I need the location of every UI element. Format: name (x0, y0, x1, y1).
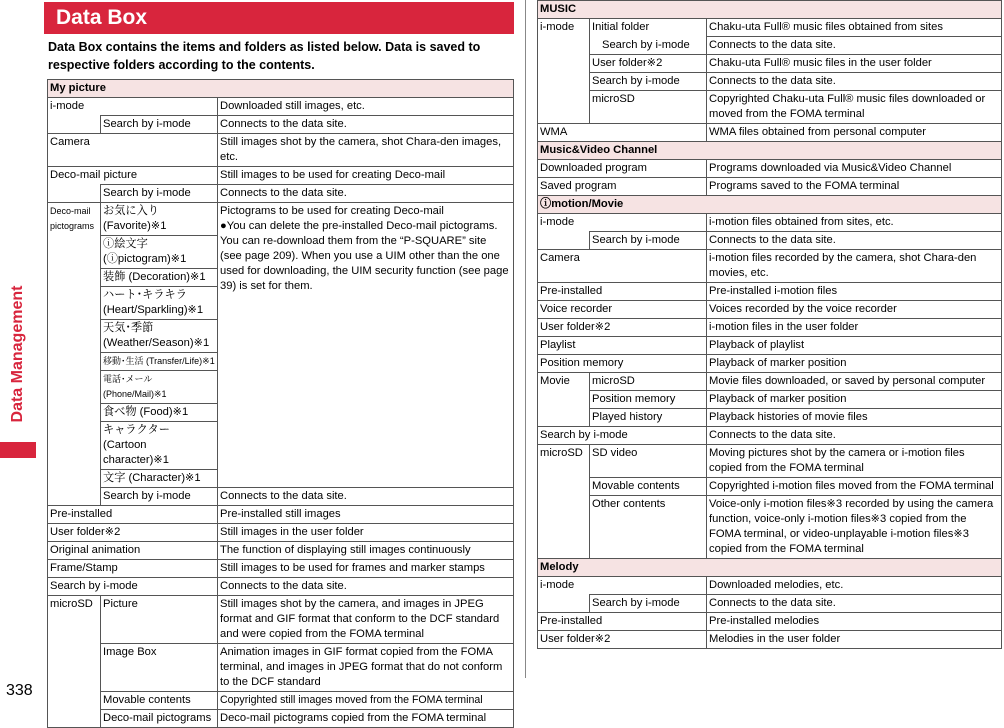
section-header (44, 2, 514, 34)
table-cell: Still images in the user folder (218, 524, 514, 542)
table-cell: Chaku-uta Full® music files in the user folder (707, 55, 1002, 73)
table-row (538, 91, 1002, 124)
table-row (538, 319, 1002, 337)
table-row (538, 337, 1002, 355)
table-cell: Search by i-mode (101, 185, 218, 203)
table-cell: Playback of marker position (707, 355, 1002, 373)
table-cell: microSD (590, 91, 707, 124)
table-row (48, 596, 514, 644)
pictogram-folder: 文字 (Character)※1 (101, 470, 218, 488)
table-cell: Pre-installed i-motion files (707, 283, 1002, 301)
table-row (538, 355, 1002, 373)
table-cell: Melodies in the user folder (707, 631, 1002, 649)
table-row (538, 445, 1002, 478)
table-cell: Search by i-mode (590, 37, 707, 55)
table-cell: i-mode (538, 19, 590, 124)
table-cell: Playback of marker position (707, 391, 1002, 409)
page-number: 338 (6, 682, 33, 699)
table-cell: Movie (538, 373, 590, 427)
table-row (538, 232, 1002, 250)
table-cell: WMA (538, 124, 707, 142)
table-row (538, 577, 1002, 595)
pictogram-folder: 装飾 (Decoration)※1 (101, 269, 218, 287)
table-row (538, 613, 1002, 631)
pictogram-folder: 電話･メール (Phone/Mail)※1 (101, 371, 218, 404)
table-cell: User folder※2 (590, 55, 707, 73)
pictogram-folder: 食べ物 (Food)※1 (101, 404, 218, 422)
table-cell: Search by i-mode (590, 232, 707, 250)
table-cell: i-mode (48, 98, 218, 116)
table-row (538, 391, 1002, 409)
table-cell (48, 116, 101, 134)
table-row (538, 55, 1002, 73)
table-cell: Search by i-mode (590, 595, 707, 613)
pictogram-folder: キャラクター (Cartoon character)※1 (101, 422, 218, 470)
table-cell: Playback of playlist (707, 337, 1002, 355)
table-cell: Other contents (590, 496, 707, 559)
side-tab-label: Data Management (9, 285, 26, 423)
table-cell: Connects to the data site. (707, 595, 1002, 613)
table-cell: microSD (590, 373, 707, 391)
table-cell: Search by i-mode (590, 73, 707, 91)
table-cell: Movie files downloaded, or saved by personal computer (707, 373, 1002, 391)
table-row (538, 160, 1002, 178)
table-row (538, 496, 1002, 559)
section-label: ⓘmotion/Movie (538, 196, 1002, 214)
table-cell: Programs downloaded via Music&Video Channel (707, 160, 1002, 178)
column-divider (525, 0, 526, 678)
table-cell: Played history (590, 409, 707, 427)
table-cell: Connects to the data site. (707, 73, 1002, 91)
table-cell (48, 488, 101, 506)
table-cell: User folder※2 (538, 631, 707, 649)
table-cell: Position memory (590, 391, 707, 409)
section-label: My picture (48, 80, 514, 98)
table-row (48, 80, 514, 98)
table-cell: Deco-mail pictograms (101, 710, 218, 728)
pictogram-folder: ハート･キラキラ (Heart/Sparkling)※1 (101, 287, 218, 320)
table-row (48, 488, 514, 506)
table-cell: Connects to the data site. (707, 427, 1002, 445)
section-label: Melody (538, 559, 1002, 577)
table-row (48, 692, 514, 710)
table-row (538, 559, 1002, 577)
table-cell: SD video (590, 445, 707, 478)
table-cell: Connects to the data site. (707, 232, 1002, 250)
table-cell: Connects to the data site. (218, 488, 514, 506)
table-cell: Search by i-mode (101, 116, 218, 134)
table-row (48, 167, 514, 185)
table-row (48, 134, 514, 167)
table-cell: Position memory (538, 355, 707, 373)
table-row (538, 124, 1002, 142)
table-cell: Still images shot by the camera, and images in JPEG format and GIF format that conform to the DCF standard and were copied from the FOMA terminal (218, 596, 514, 644)
side-tab-marker (0, 442, 36, 458)
table-row (48, 578, 514, 596)
table-cell: Copyrighted i-motion files moved from the FOMA terminal (707, 478, 1002, 496)
table-cell: Initial folder (590, 19, 707, 37)
pictogram-folder: ⓘ絵文字 (ⓘpictogram)※1 (101, 236, 218, 269)
table-row (538, 19, 1002, 37)
section-label: MUSIC (538, 1, 1002, 19)
table-cell: Picture (101, 596, 218, 644)
table-cell: Pre-installed (48, 506, 218, 524)
table-row (538, 409, 1002, 427)
table-cell: Search by i-mode (48, 578, 218, 596)
section-label: Music&Video Channel (538, 142, 1002, 160)
pictogram-folder: お気に入り (Favorite)※1 (101, 203, 218, 236)
table-cell: Playback histories of movie files (707, 409, 1002, 427)
table-cell: Image Box (101, 644, 218, 692)
table-cell: i-motion files obtained from sites, etc. (707, 214, 1002, 232)
table-row (48, 542, 514, 560)
left-table (47, 79, 514, 728)
table-row (538, 283, 1002, 301)
table-cell: Voices recorded by the voice recorder (707, 301, 1002, 319)
table-row (538, 631, 1002, 649)
table-cell: Still images shot by the camera, shot Chara-den images, etc. (218, 134, 514, 167)
table-row (48, 506, 514, 524)
table-row (538, 214, 1002, 232)
table-cell (218, 203, 514, 488)
pictograms-note: ●You can delete the pre-installed Deco-mail pictograms. You can re-download them from the “P-SQUARE” site (see page 209). When you use a UIM other than the one used for downloading, the UIM security function (see page 39) is set for them. (220, 220, 509, 292)
table-row (48, 203, 514, 236)
table-cell: Downloaded melodies, etc. (707, 577, 1002, 595)
table-cell: i-motion files in the user folder (707, 319, 1002, 337)
table-cell: microSD (538, 445, 590, 559)
table-cell: Camera (48, 134, 218, 167)
table-cell: Search by i-mode (538, 427, 707, 445)
table-row (48, 644, 514, 692)
table-cell: WMA files obtained from personal computer (707, 124, 1002, 142)
table-cell: User folder※2 (538, 319, 707, 337)
table-row (538, 301, 1002, 319)
table-cell: The function of displaying still images continuously (218, 542, 514, 560)
table-row (48, 98, 514, 116)
table-cell: Pre-installed (538, 613, 707, 631)
table-row (538, 478, 1002, 496)
table-cell: Deco-mail picture (48, 167, 218, 185)
table-cell: Pre-installed (538, 283, 707, 301)
table-row (538, 250, 1002, 283)
table-cell: Animation images in GIF format copied from the FOMA terminal, and images in JPEG format that do not conform to the DCF standard (218, 644, 514, 692)
table-cell: Voice-only i-motion files※3 recorded by using the camera function, voice-only i-motion files※3 copied from the FOMA terminal, or video-unplayable i-motion files※3 copied from the FOMA terminal (707, 496, 1002, 559)
table-cell: User folder※2 (48, 524, 218, 542)
table-cell: i-motion files recorded by the camera, shot Chara-den movies, etc. (707, 250, 1002, 283)
table-cell: Voice recorder (538, 301, 707, 319)
table-cell: Original animation (48, 542, 218, 560)
table-cell: Search by i-mode (101, 488, 218, 506)
table-cell: Downloaded still images, etc. (218, 98, 514, 116)
table-cell: Frame/Stamp (48, 560, 218, 578)
table-cell: Connects to the data site. (218, 578, 514, 596)
right-table (537, 0, 1002, 649)
table-cell: Programs saved to the FOMA terminal (707, 178, 1002, 196)
table-row (538, 1, 1002, 19)
table-cell: Downloaded program (538, 160, 707, 178)
table-row (538, 142, 1002, 160)
table-row (538, 37, 1002, 55)
table-cell: Chaku-uta Full® music files obtained from sites (707, 19, 1002, 37)
table-cell: Deco-mail pictograms copied from the FOMA terminal (218, 710, 514, 728)
table-row (538, 73, 1002, 91)
pictograms-desc: Pictograms to be used for creating Deco-mail (220, 205, 444, 217)
table-cell: Camera (538, 250, 707, 283)
table-row (48, 185, 514, 203)
table-cell: i-mode (538, 577, 707, 595)
table-cell: Movable contents (101, 692, 218, 710)
table-row (48, 116, 514, 134)
table-row (538, 196, 1002, 214)
table-row (48, 524, 514, 542)
table-row (538, 427, 1002, 445)
table-cell: Connects to the data site. (218, 116, 514, 134)
table-cell: Playlist (538, 337, 707, 355)
table-row (48, 560, 514, 578)
table-cell: Saved program (538, 178, 707, 196)
table-cell: Movable contents (590, 478, 707, 496)
table-row (538, 178, 1002, 196)
table-cell: Pre-installed melodies (707, 613, 1002, 631)
side-tab (0, 0, 36, 458)
table-cell: i-mode (538, 214, 707, 232)
intro-text: Data Box contains the items and folders as listed below. Data is saved to respective folders according to the contents. (48, 40, 481, 72)
table-cell (48, 185, 101, 203)
pictogram-folder: 天気･季節 (Weather/Season)※1 (101, 320, 218, 353)
table-cell: microSD (48, 596, 101, 728)
table-row (48, 710, 514, 728)
table-row (538, 373, 1002, 391)
table-cell (538, 595, 590, 613)
pictogram-folder: 移動･生活 (Transfer/Life)※1 (101, 353, 218, 371)
table-cell: Connects to the data site. (707, 37, 1002, 55)
table-cell: Connects to the data site. (218, 185, 514, 203)
table-cell: Deco-mail pictograms (48, 203, 101, 488)
table-cell (538, 232, 590, 250)
table-row (538, 595, 1002, 613)
table-cell: Moving pictures shot by the camera or i-motion files copied from the FOMA terminal (707, 445, 1002, 478)
table-cell: Copyrighted Chaku-uta Full® music files downloaded or moved from the FOMA terminal (707, 91, 1002, 124)
table-cell: Still images to be used for creating Deco-mail (218, 167, 514, 185)
table-cell: Pre-installed still images (218, 506, 514, 524)
table-cell: Copyrighted still images moved from the FOMA terminal (218, 692, 514, 710)
section-title: Data Box (56, 6, 148, 29)
table-cell: Still images to be used for frames and marker stamps (218, 560, 514, 578)
